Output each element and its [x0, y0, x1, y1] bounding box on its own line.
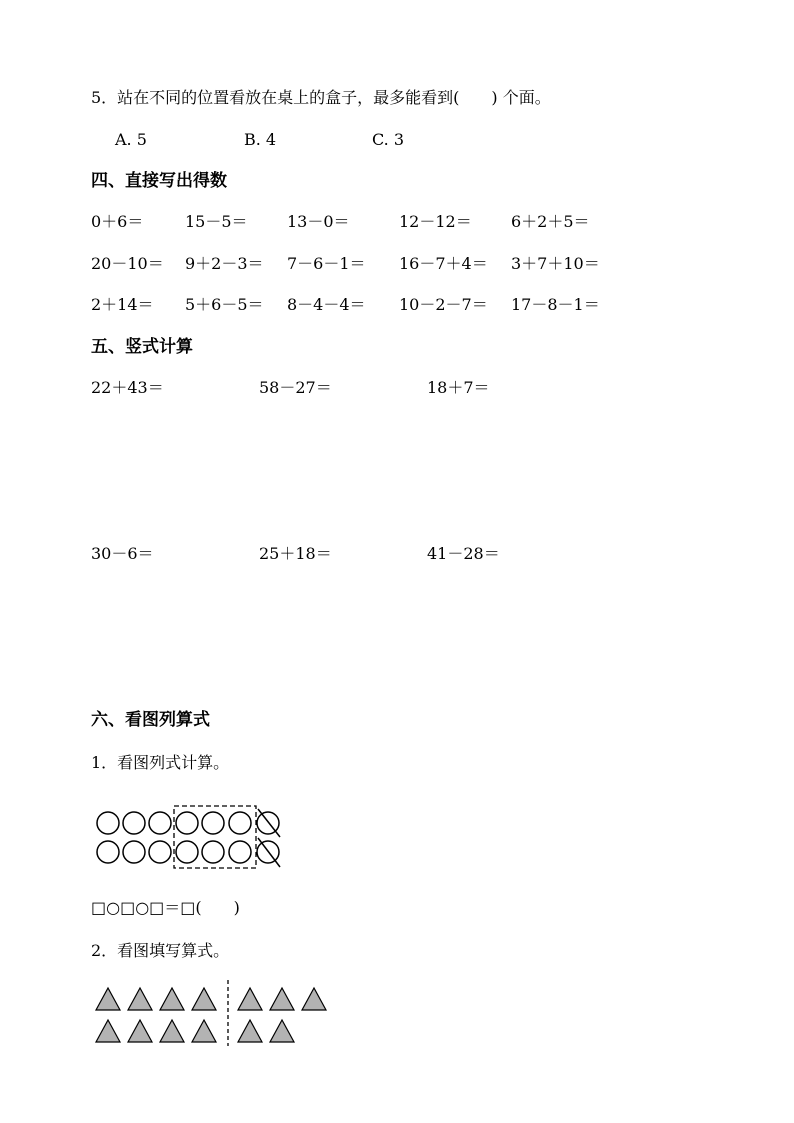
mental-calc-item: 10－2－7＝: [399, 295, 488, 314]
vertical-calc-item: 25＋18＝: [259, 544, 332, 563]
triangles-figure: [92, 980, 332, 1048]
section-5-title: 五、竖式计算: [91, 337, 193, 357]
vertical-calc-item: 30－6＝: [91, 544, 154, 563]
mental-calc-item: 15－5＝: [185, 212, 248, 231]
section-6-title: 六、看图列算式: [91, 710, 210, 730]
section-4-title: 四、直接写出得数: [91, 171, 227, 191]
mental-calc-item: 9＋2－3＝: [185, 254, 264, 273]
mental-calc-item: 6＋2＋5＝: [511, 212, 590, 231]
mental-calc-item: 16－7＋4＝: [399, 254, 488, 273]
vertical-calc-item: 18＋7＝: [427, 378, 490, 397]
question-6-1-answer: □○□○□＝□( ): [91, 898, 240, 917]
mental-calc-item: 17－8－1＝: [511, 295, 600, 314]
vertical-calc-item: 22＋43＝: [91, 378, 164, 397]
question-5-text: 5．站在不同的位置看放在桌上的盒子，最多能看到( ) 个面。: [91, 88, 551, 107]
vertical-calc-item: 58－27＝: [259, 378, 332, 397]
mental-calc-item: 0＋6＝: [91, 212, 144, 231]
mental-calc-item: 3＋7＋10＝: [511, 254, 600, 273]
mental-calc-item: 5＋6－5＝: [185, 295, 264, 314]
question-6-2-text: 2．看图填写算式。: [91, 941, 230, 960]
mental-calc-item: 13－0＝: [287, 212, 350, 231]
circles-figure: [94, 803, 289, 873]
mental-calc-item: 7－6－1＝: [287, 254, 366, 273]
mental-calc-item: 12－12＝: [399, 212, 472, 231]
mental-calc-item: 20－10＝: [91, 254, 164, 273]
vertical-calc-item: 41－28＝: [427, 544, 500, 563]
mental-calc-item: 8－4－4＝: [287, 295, 366, 314]
question-6-1-text: 1．看图列式计算。: [91, 753, 230, 772]
option-c: C. 3: [372, 130, 405, 149]
option-a: A. 5: [115, 130, 147, 149]
option-b: B. 4: [244, 130, 277, 149]
mental-calc-item: 2＋14＝: [91, 295, 154, 314]
